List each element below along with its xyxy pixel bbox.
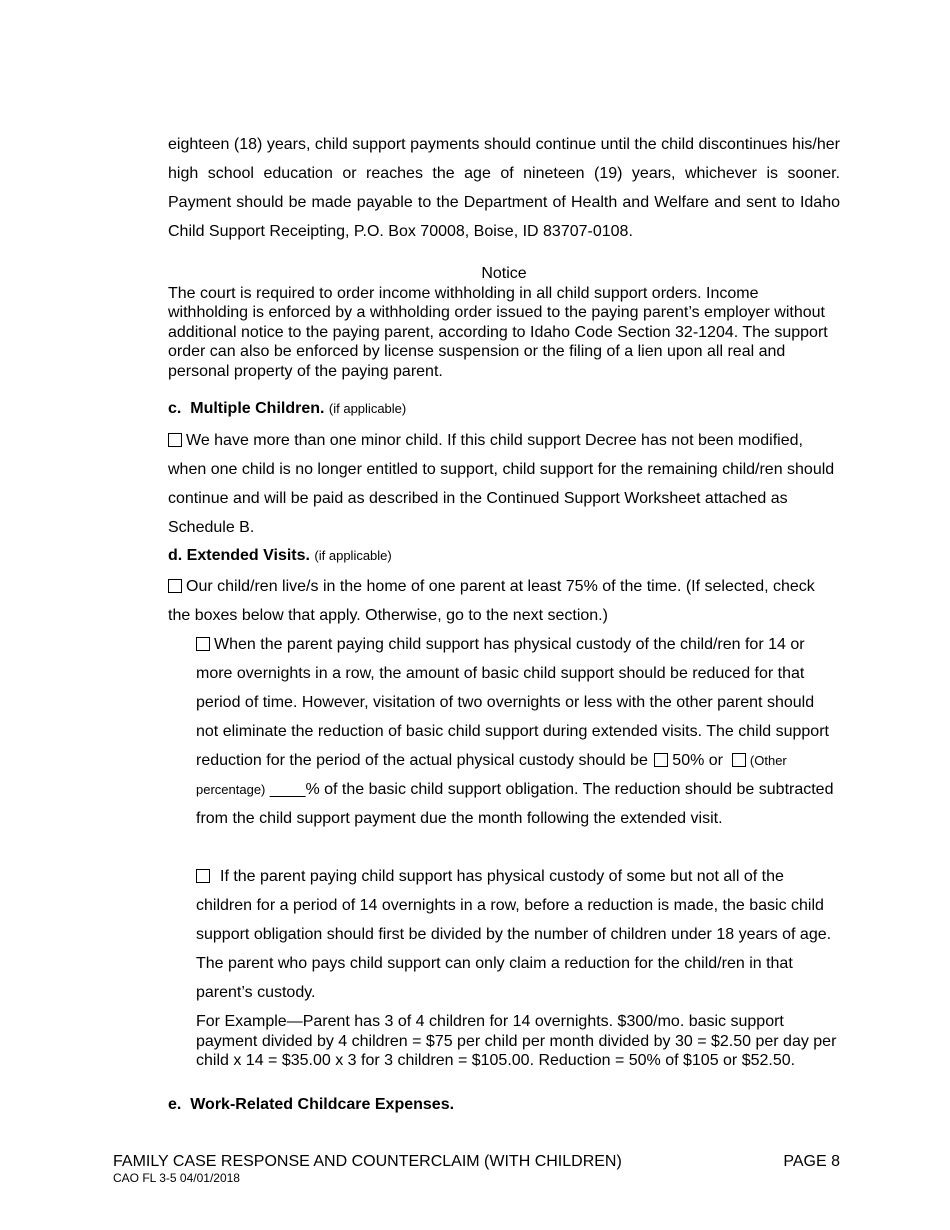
- example-block: [196, 1012, 840, 1071]
- or-label: or: [708, 752, 724, 769]
- section-e-heading: [168, 1095, 840, 1115]
- section-d-note: (if applicable): [314, 548, 392, 563]
- multiple-children-text: We have more than one minor child. If this child support Decree has not been modified, when one child is no longer entitled to support, child support for the remaining child/ren should continue and will be paid as described in the Continued Support Worksheet attached as Schedule B.: [168, 432, 835, 536]
- example-text: For Example—Parent has 3 of 4 children for 14 overnights. $300/mo. basic support payment divided by 4 children = $75 per child per month divided by 30 = $2.50 per day per child x 14 = $35.00 x 3 for 3 children = $105.00. Reduction = 50% of $105 or $52.50.: [196, 1013, 837, 1069]
- partial-custody-text: If the parent paying child support has physical custody of some but not all of the children for a period of 14 overnights in a row, before a reduction is made, the basic child support obligation should first be divided by the number of children under 18 years of age. The parent who pays child support can only claim a reduction for the child/ren in that parent’s custody.: [196, 868, 832, 1001]
- multiple-children-checkbox[interactable]: [168, 433, 182, 447]
- section-d-title: d. Extended Visits.: [168, 547, 310, 564]
- other-percentage-checkbox[interactable]: [732, 753, 746, 767]
- section-d-option: [168, 572, 840, 630]
- notice-title: Notice: [481, 265, 527, 282]
- page-footer: [113, 1152, 840, 1185]
- continued-paragraph-text: eighteen (18) years, child support payments should continue until the child discontinues his/her high school education or reaches the age of nineteen (19) years, whichever is sooner. Payment should be made payable to the Department of Health and Welfare and sent to Idaho Child Support Receipting, P.O. Box 70008, Boise, ID 83707-0108.: [168, 136, 840, 240]
- overnights-reduction-text-cont: % of the basic child support obligation. The reduction should be subtracted from the child support payment due the month following the extended visit.: [196, 781, 834, 827]
- section-c-title: Multiple Children.: [190, 400, 325, 417]
- partial-custody-checkbox[interactable]: [196, 869, 210, 883]
- section-d-heading: [168, 546, 840, 566]
- footer-form-code: CAO FL 3-5 04/01/2018: [113, 1171, 240, 1185]
- notice-block: [168, 264, 840, 381]
- section-d-sub2: [196, 862, 840, 1007]
- extended-visits-checkbox[interactable]: [168, 579, 182, 593]
- other-percentage-label: (Other percentage): [196, 753, 787, 797]
- section-d-sub1: [196, 630, 840, 833]
- section-e-title: Work-Related Childcare Expenses.: [190, 1096, 455, 1113]
- extended-visits-text: Our child/ren live/s in the home of one parent at least 75% of the time. (If selected, check the boxes below that apply. Otherwise, go to the next section.): [168, 578, 815, 624]
- footer-form-title: FAMILY CASE RESPONSE AND COUNTERCLAIM (WITH CHILDREN): [113, 1153, 622, 1170]
- other-percentage-blank[interactable]: ____: [269, 781, 306, 798]
- section-c-label: c.: [168, 400, 182, 417]
- overnights-reduction-text: When the parent paying child support has physical custody of the child/ren for 14 or more overnights in a row, the amount of basic child support should be reduced for that period of time. However, visitation of two overnights or less with the other parent should not eliminate the reduction of basic child support during extended visits. The child support reduction for the period of the actual physical custody should be: [196, 636, 829, 769]
- section-c-option: [168, 426, 840, 542]
- footer-page-number: PAGE 8: [783, 1153, 840, 1170]
- notice-body: The court is required to order income withholding in all child support orders. Income withholding is enforced by a withholding order issued to the paying parent’s employer without additional notice to the paying parent, according to Idaho Code Section 32-1204. The support order can also be enforced by license suspension or the filing of a lien upon all real and personal property of the paying parent.: [168, 284, 828, 380]
- fifty-percent-checkbox[interactable]: [654, 753, 668, 767]
- overnights-reduction-checkbox[interactable]: [196, 637, 210, 651]
- section-c-heading: [168, 399, 840, 419]
- section-c-note: (if applicable): [328, 401, 407, 416]
- continued-paragraph: [168, 130, 840, 246]
- section-e-label: e.: [168, 1096, 182, 1113]
- fifty-percent-label: 50%: [672, 752, 705, 769]
